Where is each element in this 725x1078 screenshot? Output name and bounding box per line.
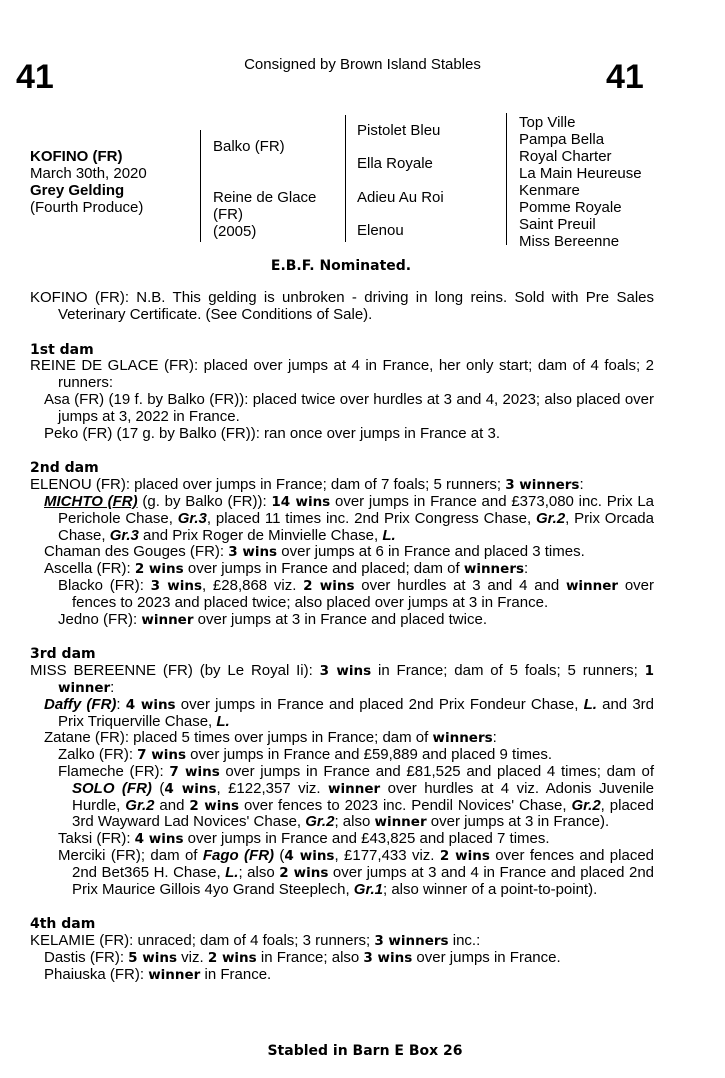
dastis-wins-3: 3 wins [363, 949, 413, 966]
pedigree-gp-2: Ella Royale [357, 155, 433, 172]
flameche-text-1: Flameche (FR): [58, 762, 170, 780]
chaman-wins: 3 wins [228, 544, 278, 561]
fourth-dam-text-1: KELAMIE (FR): unraced; dam of 4 foals; 3 runners; [30, 932, 375, 950]
consignor: Consigned by Brown Island Stables [244, 56, 481, 73]
chaman-text-1: Chaman des Gouges (FR): [44, 543, 229, 561]
second-dam-entry [30, 477, 654, 494]
solo-gr2-b: Gr.2 [571, 796, 601, 814]
merciki-text-1: Merciki (FR); dam of [58, 846, 203, 864]
produce-peko: Peko (FR) (17 g. by Balko (FR)): ran once over jumps in France at 3. [44, 424, 500, 442]
horse-name: KOFINO (FR) [30, 148, 123, 165]
phaiuska-text-2: in France. [200, 965, 272, 983]
sale-note: KOFINO (FR): N.B. This gelding is unbroken - driving in long reins. Sold with Pre Sales Veterinary Certificate. (See Conditions of Sale). [30, 289, 654, 323]
section-1st-dam: 1st dam [30, 341, 94, 358]
merciki-text-2: ( [274, 846, 285, 864]
solo-gr2-a: Gr.2 [125, 796, 155, 814]
pedigree-ggp-4: La Main Heureuse [519, 165, 642, 182]
pedigree-dam-country: (FR) [213, 206, 243, 223]
produce-phaiuska [30, 967, 654, 984]
michto-text-1: (g. by Balko (FR)): [137, 492, 272, 510]
fago-gr1: Gr.1 [353, 880, 383, 898]
zatane-winners: winners [432, 730, 493, 747]
phaiuska-winner: winner [148, 966, 201, 983]
fago-wins-3: 2 wins [279, 864, 329, 881]
blacko-text-4: over fences to 2023 and placed twice; also placed over jumps at 3 in France. [72, 576, 654, 611]
catalogue-body [30, 290, 654, 983]
daffy-text-1: : [116, 695, 126, 713]
produce-blacko [30, 578, 654, 612]
flameche-text-9: ; also [334, 813, 375, 831]
pedigree-sire: Balko (FR) [213, 138, 285, 155]
blacko-wins-2: 2 wins [303, 577, 355, 594]
flameche-text-10: over jumps at 3 in France). [426, 813, 610, 831]
pedigree-ggp-7: Saint Preuil [519, 216, 596, 233]
blacko-winner: winner [565, 577, 619, 594]
lot-number-left: 41 [16, 58, 54, 96]
pedigree-dam [213, 189, 316, 240]
third-dam-winner: 1 winner [58, 663, 655, 696]
michto-gr2: Gr.2 [535, 509, 566, 527]
dastis-text-3: in France; also [256, 948, 364, 966]
section-3rd-dam: 3rd dam [30, 646, 96, 663]
third-dam-text-1: MISS BEREENNE (FR) (by Le Royal Ii): [30, 662, 320, 680]
taksi-wins: 4 wins [134, 831, 184, 848]
flameche-text-4: , £122,357 viz. [216, 779, 329, 797]
horse-sex: Grey Gelding [30, 182, 125, 199]
pedigree-gp-3: Adieu Au Roi [357, 189, 444, 206]
flameche-text-2: over jumps in France and £81,525 and placed 4 times; dam of [219, 762, 654, 780]
michto-gr3b: Gr.3 [109, 526, 139, 544]
flameche-wins: 7 wins [169, 763, 220, 780]
pedigree-ggp-list [519, 114, 642, 250]
zatane-colon: : [492, 729, 497, 747]
daffy-text-3: and 3rd Prix Triquerville Chase, [58, 695, 654, 730]
produce-zalko [30, 747, 654, 764]
jedno-text-1: Jedno (FR): [58, 610, 142, 628]
horse-foaled: March 30th, 2020 [30, 165, 147, 182]
first-dam-entry: REINE DE GLACE (FR): placed over jumps at 4 in France, her only start; dam of 4 foals; 2 runners: [30, 357, 654, 392]
produce-flameche [30, 764, 654, 831]
produce-jedno [30, 612, 654, 629]
second-dam-text: ELENOU (FR): placed over jumps in France; dam of 7 foals; 5 runners; [30, 476, 502, 494]
blacko-wins: 3 wins [150, 577, 203, 594]
produce-zatane [30, 730, 654, 747]
produce-taksi [30, 831, 654, 848]
section-2nd-dam: 2nd dam [30, 460, 99, 477]
fago-wins-2: 2 wins [439, 847, 490, 864]
phaiuska-text-1: Phaiuska (FR): [44, 965, 149, 983]
fourth-dam-text-2: inc.: [448, 932, 481, 950]
flameche-text-5: over hurdles at 4 viz. Adonis Juvenile Hurdle, [72, 779, 655, 814]
zatane-text-1: Zatane (FR): placed 5 times over jumps in France; dam of [44, 729, 433, 747]
merciki-text-7: ; also winner of a point-to-point). [382, 880, 598, 898]
third-dam-entry [30, 663, 654, 697]
ascella-winners: winners [463, 561, 525, 578]
produce-michto [30, 494, 654, 544]
fago-listed: L. [225, 863, 239, 881]
solo-winner: winner [328, 780, 381, 797]
fourth-dam-winners: 3 winners [374, 933, 449, 950]
daffy-text-2: over jumps in France and placed 2nd Prix Fondeur Chase, [175, 695, 584, 713]
solo-winner-2: winner [374, 814, 427, 831]
pedigree-divider-2 [345, 115, 346, 242]
chaman-text-2: over jumps at 6 in France and placed 3 times. [277, 543, 585, 561]
section-4th-dam: 4th dam [30, 916, 96, 933]
third-dam-colon: : [110, 678, 115, 696]
daffy-wins: 4 wins [125, 696, 176, 713]
solo-wins: 4 wins [164, 780, 217, 797]
zalko-text-1: Zalko (FR): [58, 746, 138, 764]
michto-wins: 14 wins [271, 493, 331, 510]
produce-ascella [30, 561, 654, 578]
daffy-listed-2: L. [216, 712, 230, 730]
michto-text-4: , Prix Orcada Chase, [58, 509, 654, 544]
jedno-text-2: over jumps at 3 in France and placed twice. [193, 610, 487, 628]
merciki-text-4: over fences and placed 2nd Bet365 H. Chase, [72, 846, 655, 881]
michto-listed: L. [382, 526, 396, 544]
merciki-text-6: over jumps at 3 and 4 in France and placed 2nd Prix Maurice Gillois 4yo Grand Steeplech, [72, 863, 654, 898]
pedigree-ggp-3: Royal Charter [519, 148, 612, 165]
dastis-text-4: over jumps in France. [412, 948, 561, 966]
zalko-text-2: over jumps in France and £59,889 and placed 9 times. [186, 746, 553, 764]
taksi-text-2: over jumps in France and £43,825 and placed 7 times. [183, 830, 550, 848]
michto-text-2: over jumps in France and £373,080 inc. Prix La Perichole Chase, [58, 492, 654, 527]
dastis-wins: 5 wins [128, 949, 178, 966]
flameche-text-7: over fences to 2023 inc. Pendil Novices' Chase, [239, 796, 572, 814]
second-dam-winners: 3 winners [505, 477, 580, 494]
michto-name: MICHTO (FR) [44, 492, 138, 510]
produce-asa: Asa (FR) (19 f. by Balko (FR)): placed twice over hurdles at 3 and 4, 2023; also placed over jumps at 3, 2022 in France. [44, 390, 654, 425]
dastis-text-2: viz. [177, 948, 208, 966]
daffy-name: Daffy (FR) [44, 695, 117, 713]
pedigree-gp-1: Pistolet Bleu [357, 122, 441, 139]
blacko-text-1: Blacko (FR): [58, 576, 151, 594]
ascella-wins: 2 wins [134, 561, 184, 578]
produce-dastis [30, 950, 654, 967]
ascella-colon: : [524, 560, 529, 578]
pedigree-ggp-2: Pampa Bella [519, 131, 605, 148]
pedigree-gp-4: Elenou [357, 222, 404, 239]
produce-merciki [30, 848, 654, 898]
blacko-text-2: , £28,868 viz. [202, 576, 304, 594]
ascella-text-1: Ascella (FR): [44, 560, 135, 578]
michto-gr3: Gr.3 [177, 509, 207, 527]
ascella-text-2: over jumps in France and placed; dam of [183, 560, 464, 578]
michto-text-3: , placed 11 times inc. 2nd Prix Congress Chase, [206, 509, 536, 527]
horse-details [30, 148, 147, 216]
pedigree-dam-name: Reine de Glace [213, 189, 317, 206]
blacko-text-3: over hurdles at 3 and 4 and [354, 576, 566, 594]
merciki-text-5: ; also [238, 863, 280, 881]
dastis-text-1: Dastis (FR): [44, 948, 129, 966]
fago-wins: 4 wins [284, 847, 335, 864]
zalko-wins: 7 wins [137, 747, 187, 764]
horse-produce: (Fourth Produce) [30, 199, 144, 216]
pedigree-dam-year: (2005) [213, 223, 257, 240]
produce-chaman [30, 544, 654, 561]
jedno-winner: winner [141, 611, 194, 628]
lot-number-right: 41 [606, 58, 644, 96]
fourth-dam-entry [30, 933, 654, 950]
flameche-text-6: and [154, 796, 190, 814]
third-dam-wins: 3 wins [319, 663, 372, 680]
michto-text-5: and Prix Roger de Minvielle Chase, [138, 526, 383, 544]
pedigree-ggp-5: Kenmare [519, 182, 580, 199]
pedigree-divider-1 [200, 130, 201, 242]
solo-wins-2: 2 wins [189, 797, 239, 814]
pedigree-ggp-8: Miss Bereenne [519, 233, 620, 250]
stabled-location: Stabled in Barn E Box 26 [267, 1043, 463, 1059]
second-dam-colon: : [579, 476, 584, 494]
ebf-nomination: E.B.F. Nominated. [270, 258, 412, 274]
daffy-listed-1: L. [583, 695, 597, 713]
produce-daffy [30, 697, 654, 731]
solo-name: SOLO (FR) [72, 779, 152, 797]
merciki-text-3: , £177,433 viz. [334, 846, 440, 864]
fago-name: Fago (FR) [202, 846, 275, 864]
pedigree-ggp-6: Pomme Royale [519, 199, 622, 216]
third-dam-text-2: in France; dam of 5 foals; 5 runners; [371, 662, 645, 680]
pedigree-ggp-1: Top Ville [519, 114, 576, 131]
dastis-wins-2: 2 wins [207, 949, 257, 966]
taksi-text-1: Taksi (FR): [58, 830, 135, 848]
solo-gr2-c: Gr.2 [305, 813, 335, 831]
pedigree-divider-3 [506, 113, 507, 245]
flameche-text-3: ( [151, 779, 165, 797]
flameche-text-8: , placed 3rd Wayward Lad Novices' Chase, [72, 796, 654, 831]
